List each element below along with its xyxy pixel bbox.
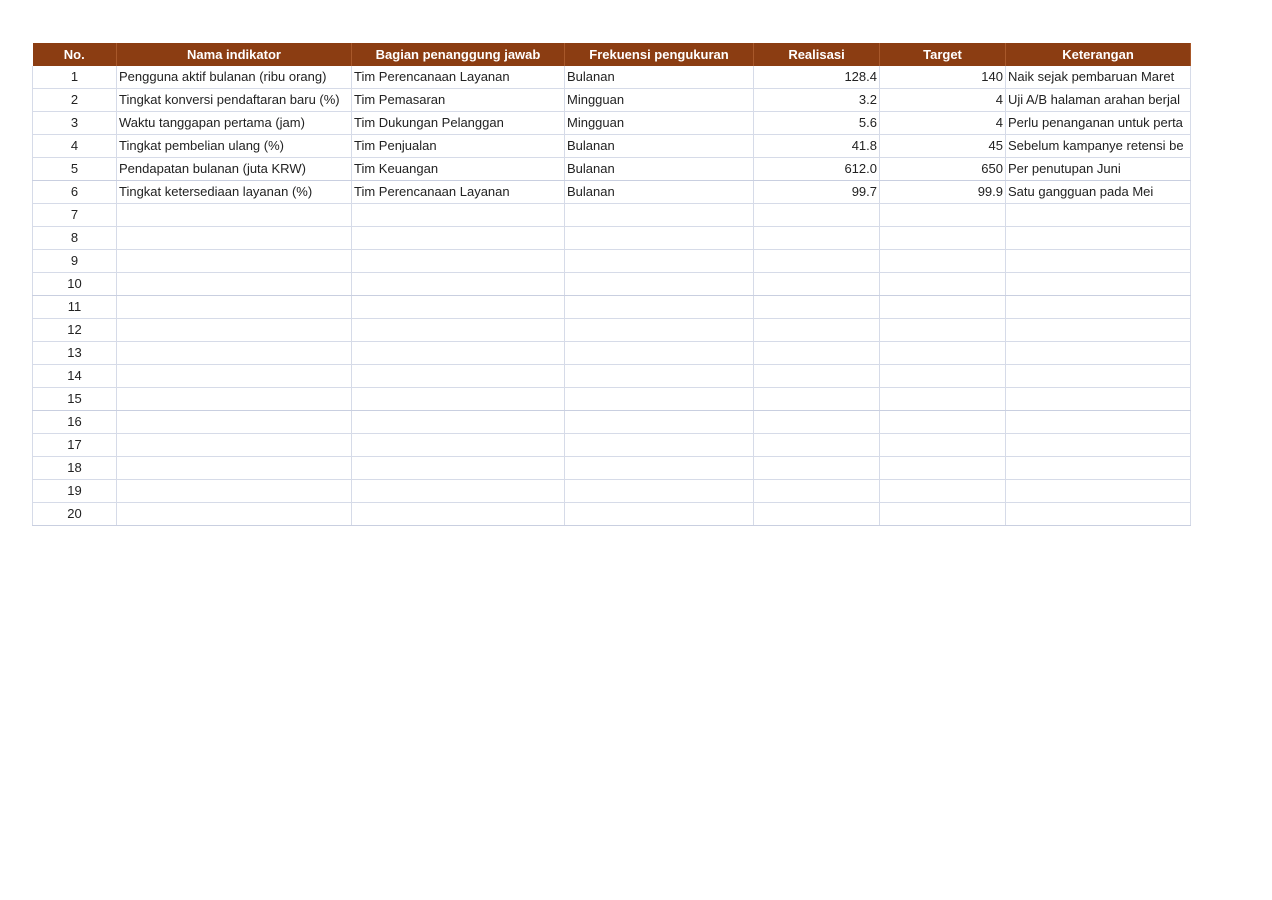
cell-keterangan[interactable]: Perlu penanganan untuk perta (1006, 112, 1191, 135)
cell-bagian[interactable] (352, 227, 565, 250)
cell-bagian[interactable] (352, 411, 565, 434)
cell-frekuensi[interactable] (565, 296, 754, 319)
cell-no[interactable]: 1 (33, 66, 117, 89)
cell-no[interactable]: 7 (33, 204, 117, 227)
cell-target[interactable] (880, 273, 1006, 296)
cell-nama-indikator[interactable] (117, 319, 352, 342)
cell-target[interactable] (880, 204, 1006, 227)
table-row (33, 319, 1191, 342)
cell-realisasi[interactable]: 3.2 (754, 89, 880, 112)
cell-bagian[interactable]: Tim Pemasaran (352, 89, 565, 112)
cell-no[interactable]: 13 (33, 342, 117, 365)
cell-bagian[interactable]: Tim Dukungan Pelanggan (352, 112, 565, 135)
cell-nama-indikator[interactable]: Tingkat konversi pendaftaran baru (%) (117, 89, 352, 112)
cell-target[interactable] (880, 434, 1006, 457)
cell-nama-indikator[interactable] (117, 273, 352, 296)
cell-bagian[interactable]: Tim Perencanaan Layanan (352, 66, 565, 89)
cell-realisasi[interactable] (754, 457, 880, 480)
cell-target[interactable] (880, 411, 1006, 434)
header-target[interactable]: Target (880, 43, 1006, 66)
cell-no[interactable]: 10 (33, 273, 117, 296)
cell-frekuensi[interactable] (565, 250, 754, 273)
table-row (33, 89, 1191, 112)
cell-bagian[interactable] (352, 365, 565, 388)
cell-nama-indikator[interactable] (117, 204, 352, 227)
cell-no[interactable]: 17 (33, 434, 117, 457)
cell-frekuensi[interactable]: Bulanan (565, 158, 754, 181)
header-keterangan[interactable]: Keterangan (1006, 43, 1191, 66)
cell-target[interactable]: 140 (880, 66, 1006, 89)
cell-no[interactable]: 11 (33, 296, 117, 319)
cell-target[interactable] (880, 227, 1006, 250)
cell-realisasi[interactable]: 5.6 (754, 112, 880, 135)
cell-nama-indikator[interactable]: Waktu tanggapan pertama (jam) (117, 112, 352, 135)
cell-nama-indikator[interactable] (117, 342, 352, 365)
cell-nama-indikator[interactable] (117, 250, 352, 273)
cell-keterangan[interactable] (1006, 457, 1191, 480)
table-row (33, 158, 1191, 181)
cell-bagian[interactable]: Tim Penjualan (352, 135, 565, 158)
cell-realisasi[interactable]: 99.7 (754, 181, 880, 204)
cell-no[interactable]: 2 (33, 89, 117, 112)
table-row (33, 273, 1191, 296)
cell-no[interactable]: 16 (33, 411, 117, 434)
cell-keterangan[interactable]: Uji A/B halaman arahan berjal (1006, 89, 1191, 112)
cell-keterangan[interactable]: Sebelum kampanye retensi be (1006, 135, 1191, 158)
cell-frekuensi[interactable] (565, 411, 754, 434)
cell-realisasi[interactable] (754, 434, 880, 457)
cell-target[interactable] (880, 319, 1006, 342)
cell-realisasi[interactable]: 41.8 (754, 135, 880, 158)
cell-realisasi[interactable] (754, 365, 880, 388)
table-row (33, 365, 1191, 388)
cell-keterangan[interactable] (1006, 388, 1191, 411)
header-no[interactable]: No. (33, 43, 117, 66)
cell-target[interactable]: 4 (880, 89, 1006, 112)
cell-bagian[interactable] (352, 296, 565, 319)
cell-frekuensi[interactable] (565, 503, 754, 526)
cell-bagian[interactable] (352, 250, 565, 273)
cell-frekuensi[interactable] (565, 388, 754, 411)
cell-realisasi[interactable] (754, 503, 880, 526)
cell-target[interactable] (880, 365, 1006, 388)
table-row (33, 296, 1191, 319)
cell-nama-indikator[interactable]: Pendapatan bulanan (juta KRW) (117, 158, 352, 181)
cell-frekuensi[interactable]: Mingguan (565, 89, 754, 112)
cell-keterangan[interactable] (1006, 250, 1191, 273)
cell-realisasi[interactable] (754, 342, 880, 365)
cell-realisasi[interactable] (754, 319, 880, 342)
cell-no[interactable]: 3 (33, 112, 117, 135)
cell-keterangan[interactable]: Naik sejak pembaruan Maret (1006, 66, 1191, 89)
table-row (33, 434, 1191, 457)
cell-bagian[interactable] (352, 342, 565, 365)
cell-no[interactable]: 9 (33, 250, 117, 273)
cell-frekuensi[interactable] (565, 480, 754, 503)
cell-keterangan[interactable] (1006, 365, 1191, 388)
cell-target[interactable] (880, 457, 1006, 480)
header-realisasi[interactable]: Realisasi (754, 43, 880, 66)
cell-nama-indikator[interactable] (117, 227, 352, 250)
cell-no[interactable]: 12 (33, 319, 117, 342)
cell-no[interactable]: 4 (33, 135, 117, 158)
cell-frekuensi[interactable] (565, 365, 754, 388)
cell-frekuensi[interactable] (565, 204, 754, 227)
table-row (33, 204, 1191, 227)
cell-nama-indikator[interactable] (117, 411, 352, 434)
cell-bagian[interactable] (352, 457, 565, 480)
table-row (33, 135, 1191, 158)
cell-frekuensi[interactable]: Bulanan (565, 181, 754, 204)
cell-frekuensi[interactable] (565, 342, 754, 365)
cell-target[interactable] (880, 250, 1006, 273)
cell-bagian[interactable] (352, 319, 565, 342)
table-row (33, 181, 1191, 204)
cell-keterangan[interactable]: Per penutupan Juni (1006, 158, 1191, 181)
cell-frekuensi[interactable]: Mingguan (565, 112, 754, 135)
cell-keterangan[interactable] (1006, 503, 1191, 526)
table-row (33, 227, 1191, 250)
cell-nama-indikator[interactable]: Pengguna aktif bulanan (ribu orang) (117, 66, 352, 89)
cell-target[interactable] (880, 503, 1006, 526)
cell-keterangan[interactable]: Satu gangguan pada Mei (1006, 181, 1191, 204)
cell-realisasi[interactable]: 612.0 (754, 158, 880, 181)
cell-frekuensi[interactable]: Bulanan (565, 135, 754, 158)
cell-nama-indikator[interactable]: Tingkat pembelian ulang (%) (117, 135, 352, 158)
table-row (33, 388, 1191, 411)
cell-target[interactable] (880, 388, 1006, 411)
kpi-table (32, 43, 1191, 526)
cell-no[interactable]: 8 (33, 227, 117, 250)
cell-target[interactable]: 45 (880, 135, 1006, 158)
cell-frekuensi[interactable] (565, 434, 754, 457)
cell-no[interactable]: 14 (33, 365, 117, 388)
cell-frekuensi[interactable] (565, 457, 754, 480)
cell-target[interactable]: 4 (880, 112, 1006, 135)
cell-no[interactable]: 20 (33, 503, 117, 526)
cell-frekuensi[interactable] (565, 273, 754, 296)
cell-nama-indikator[interactable] (117, 503, 352, 526)
table-row (33, 503, 1191, 526)
cell-target[interactable]: 650 (880, 158, 1006, 181)
cell-keterangan[interactable] (1006, 480, 1191, 503)
table-row (33, 411, 1191, 434)
header-bagian-penanggung-jawab[interactable]: Bagian penanggung jawab (352, 43, 565, 66)
cell-realisasi[interactable] (754, 204, 880, 227)
cell-nama-indikator[interactable] (117, 434, 352, 457)
cell-no[interactable]: 5 (33, 158, 117, 181)
table-row (33, 66, 1191, 89)
table-row (33, 457, 1191, 480)
cell-target[interactable]: 99.9 (880, 181, 1006, 204)
cell-keterangan[interactable] (1006, 227, 1191, 250)
cell-realisasi[interactable] (754, 411, 880, 434)
cell-keterangan[interactable] (1006, 273, 1191, 296)
table-row (33, 342, 1191, 365)
cell-frekuensi[interactable] (565, 319, 754, 342)
cell-frekuensi[interactable] (565, 227, 754, 250)
cell-realisasi[interactable] (754, 250, 880, 273)
cell-keterangan[interactable] (1006, 411, 1191, 434)
table-row (33, 480, 1191, 503)
cell-bagian[interactable] (352, 388, 565, 411)
cell-realisasi[interactable]: 128.4 (754, 66, 880, 89)
cell-target[interactable] (880, 480, 1006, 503)
cell-nama-indikator[interactable] (117, 365, 352, 388)
cell-no[interactable]: 19 (33, 480, 117, 503)
cell-no[interactable]: 15 (33, 388, 117, 411)
cell-nama-indikator[interactable] (117, 388, 352, 411)
cell-no[interactable]: 6 (33, 181, 117, 204)
header-nama-indikator[interactable]: Nama indikator (117, 43, 352, 66)
cell-no[interactable]: 18 (33, 457, 117, 480)
table-row (33, 112, 1191, 135)
cell-realisasi[interactable] (754, 227, 880, 250)
cell-realisasi[interactable] (754, 388, 880, 411)
cell-frekuensi[interactable]: Bulanan (565, 66, 754, 89)
cell-target[interactable] (880, 342, 1006, 365)
table-row (33, 250, 1191, 273)
cell-bagian[interactable] (352, 204, 565, 227)
cell-realisasi[interactable] (754, 296, 880, 319)
cell-realisasi[interactable] (754, 480, 880, 503)
header-frekuensi-pengukuran[interactable]: Frekuensi pengukuran (565, 43, 754, 66)
cell-bagian[interactable]: Tim Perencanaan Layanan (352, 181, 565, 204)
header-row (33, 43, 1191, 66)
cell-realisasi[interactable] (754, 273, 880, 296)
cell-bagian[interactable]: Tim Keuangan (352, 158, 565, 181)
cell-keterangan[interactable] (1006, 434, 1191, 457)
cell-nama-indikator[interactable] (117, 457, 352, 480)
cell-nama-indikator[interactable] (117, 296, 352, 319)
cell-keterangan[interactable] (1006, 319, 1191, 342)
cell-bagian[interactable] (352, 434, 565, 457)
cell-bagian[interactable] (352, 480, 565, 503)
cell-bagian[interactable] (352, 273, 565, 296)
cell-nama-indikator[interactable] (117, 480, 352, 503)
cell-keterangan[interactable] (1006, 342, 1191, 365)
cell-nama-indikator[interactable]: Tingkat ketersediaan layanan (%) (117, 181, 352, 204)
cell-target[interactable] (880, 296, 1006, 319)
cell-bagian[interactable] (352, 503, 565, 526)
cell-keterangan[interactable] (1006, 296, 1191, 319)
cell-keterangan[interactable] (1006, 204, 1191, 227)
